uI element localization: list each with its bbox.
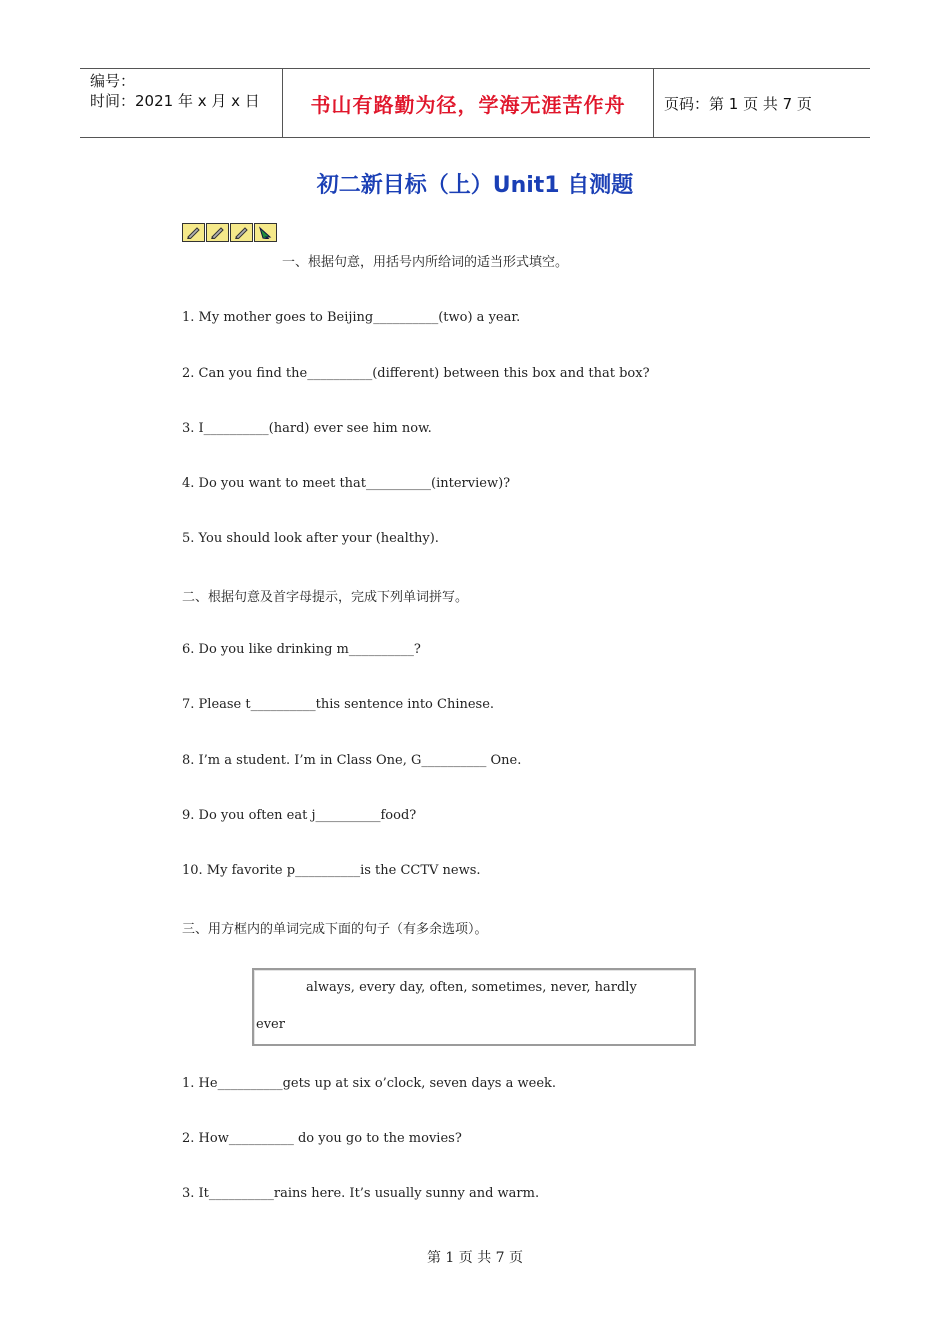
word-bank-line-1: always, every day, often, sometimes, never, hardly: [306, 980, 637, 995]
list-item: 2. How__________ do you go to the movies?: [182, 1131, 462, 1146]
header-page-cell: [654, 69, 870, 137]
list-item: 5. You should look after your (healthy).: [182, 531, 439, 546]
header-meta: [80, 69, 282, 137]
pencil-icon: [230, 223, 253, 242]
icon-strip: [182, 223, 278, 242]
header-motto-cell: [282, 69, 654, 137]
list-item: 6. Do you like drinking m__________?: [182, 642, 421, 657]
pencil-icon: [182, 223, 205, 242]
list-item: 8. I’m a student. I’m in Class One, G__________ One.: [182, 753, 522, 768]
list-item: 3. It__________rains here. It’s usually sunny and warm.: [182, 1186, 540, 1201]
document-title: 初二新目标（上）Unit1 自测题: [316, 173, 634, 198]
section-3-heading: 三、用方框内的单词完成下面的句子（有多余选项）。: [182, 922, 488, 937]
section-2-heading: 二、根据句意及首字母提示，完成下列单词拼写。: [182, 590, 469, 605]
section-1-heading: 一、根据句意，用括号内所给词的适当形式填空。: [282, 255, 569, 270]
motto: 书山有路勤为径，学海无涯苦作舟: [310, 92, 626, 117]
list-item: 1. My mother goes to Beijing__________(two) a year.: [182, 310, 521, 325]
list-item: 3. I__________(hard) ever see him now.: [182, 421, 432, 436]
number-label: 编号：: [90, 72, 136, 90]
pencil-icon: [206, 223, 229, 242]
list-item: 7. Please t__________this sentence into Chinese.: [182, 697, 495, 712]
time-label: 时间：2021 年 x 月 x 日: [90, 92, 260, 110]
list-item: 2. Can you find the__________(different) between this box and that box?: [182, 366, 650, 381]
list-item: 4. Do you want to meet that__________(interview)?: [182, 476, 511, 491]
page-footer: 第 1 页 共 7 页: [426, 1250, 524, 1266]
page-label: 页码：第 1 页 共 7 页: [664, 94, 812, 113]
word-bank-box: [252, 968, 696, 1046]
list-item: 10. My favorite p__________is the CCTV news.: [182, 863, 481, 878]
list-item: 9. Do you often eat j__________food?: [182, 808, 417, 823]
page-header: [80, 68, 870, 138]
list-item: 1. He__________gets up at six o’clock, seven days a week.: [182, 1076, 557, 1091]
word-bank-line-2: ever: [256, 1017, 285, 1032]
arrow-icon: [254, 223, 277, 242]
